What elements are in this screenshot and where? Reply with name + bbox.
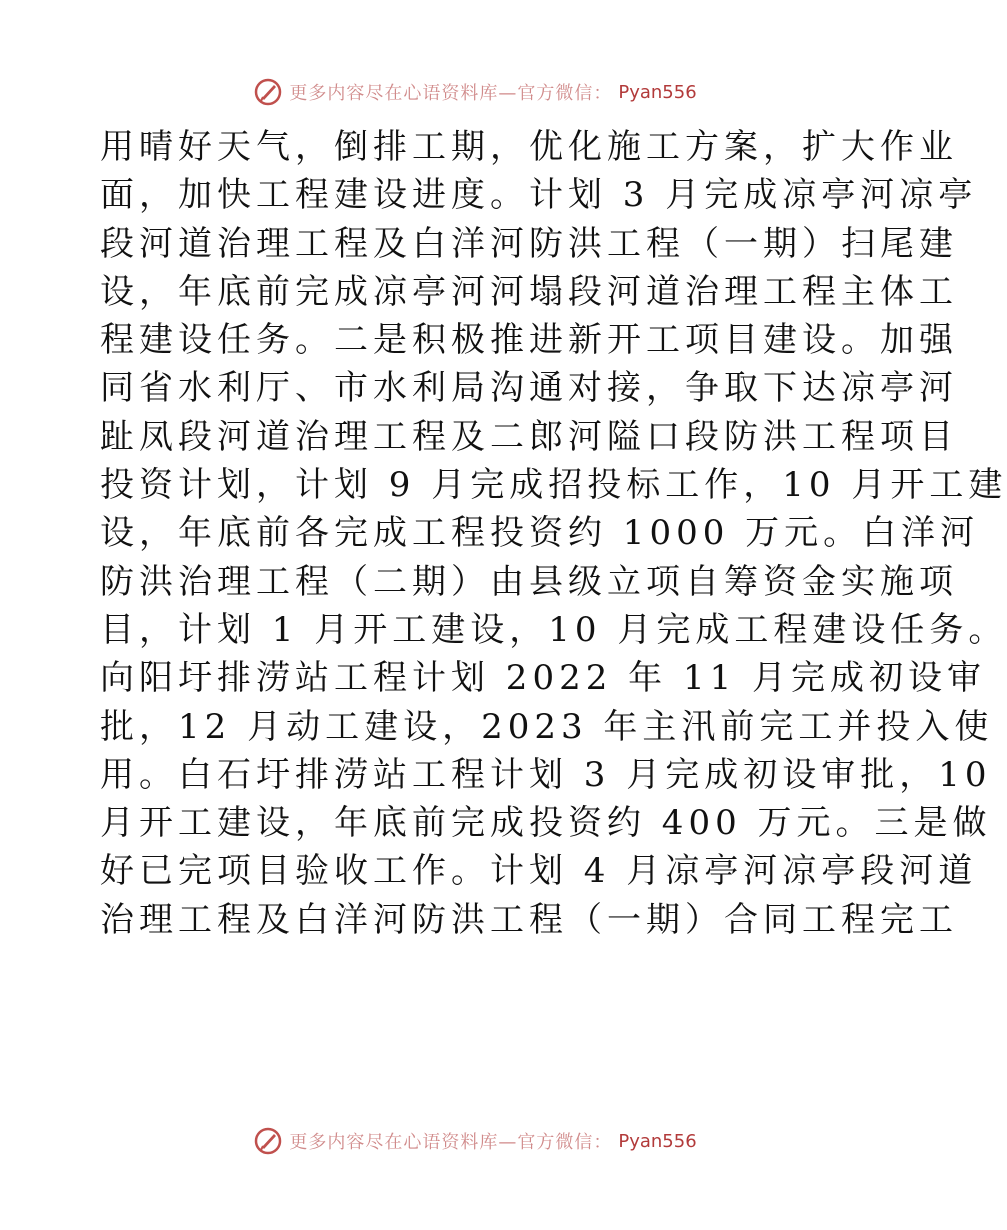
body-line: 防洪治理工程（二期）由县级立项自筹资金实施项 (100, 561, 958, 602)
footer-watermark (0, 1121, 950, 1161)
body-line: 用晴好天气，倒排工期，优化施工方案，扩大作业 (100, 127, 958, 167)
watermark-text: 更多内容尽在心语资料库—官方微信： (289, 1132, 613, 1153)
body-line: 程建设任务。二是积极推进新开工项目建设。加强 (100, 320, 958, 361)
body-line: 趾凤段河道治理工程及二郎河隘口段防洪工程项目 (100, 416, 958, 457)
watermark-text: 更多内容尽在心语资料库—官方微信： (289, 83, 613, 104)
body-line: 投资计划，计划 9 月完成招投标工作，10 月开工建 (100, 465, 1007, 506)
body-line: 批，12 月动工建设，2023 年主汛前完工并投入使 (100, 706, 994, 747)
body-line: 同省水利厅、市水利局沟通对接，争取下达凉亭河 (100, 368, 958, 409)
body-line: 面，加快工程建设进度。计划 3 月完成凉亭河凉亭 (100, 175, 978, 216)
body-line: 设，年底前各完成工程投资约 1000 万元。白洋河 (100, 513, 980, 554)
body-line: 目，计划 1 月开工建设，10 月完成工程建设任务。 (100, 609, 1007, 650)
body-line: 好已完项目验收工作。计划 4 月凉亭河凉亭段河道 (100, 851, 978, 892)
quill-logo-icon (253, 1126, 283, 1156)
body-line: 向阳圩排涝站工程计划 2022 年 11 月完成初设审 (100, 658, 987, 699)
quill-logo-icon (253, 77, 283, 107)
watermark-contact: Pyan556 (618, 1130, 697, 1152)
body-line: 月开工建设，年底前完成投资约 400 万元。三是做 (100, 803, 992, 844)
watermark-contact: Pyan556 (618, 81, 697, 103)
body-line: 设，年底前完成凉亭河河塌段河道治理工程主体工 (100, 271, 958, 312)
body-line: 段河道治理工程及白洋河防洪工程（一期）扫尾建 (100, 223, 958, 264)
header-watermark (0, 72, 950, 112)
body-line: 治理工程及白洋河防洪工程（一期）合同工程完工 (100, 899, 958, 940)
document-body (100, 123, 1007, 944)
body-line: 用。白石圩排涝站工程计划 3 月完成初设审批，10 (100, 754, 992, 795)
